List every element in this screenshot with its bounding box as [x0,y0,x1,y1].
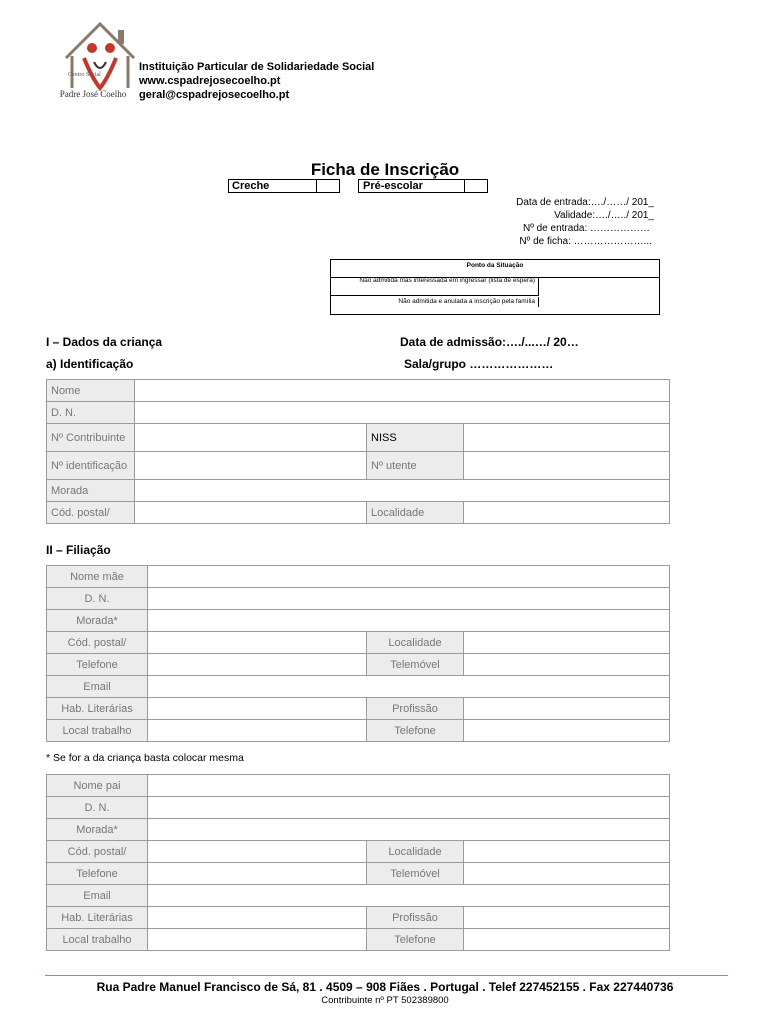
label-identificacao: Nº identificação [47,452,135,480]
label-mae-morada: Morada* [47,610,148,632]
input-morada[interactable] [135,480,670,502]
label-mae-profissao: Profissão [367,698,464,720]
input-pai-telefone-trabalho[interactable] [464,929,670,951]
footer-contribuinte: Contribuinte nº PT 502389800 [321,995,449,1006]
section-1-subtitle: a) Identificação [46,357,134,371]
situacao-title: Ponto da Situação [331,260,659,278]
header-email[interactable]: geral@cspadrejosecoelho.pt [139,89,290,101]
numero-entrada: Nº de entrada: ……………… [522,223,650,234]
input-mae-profissao[interactable] [464,698,670,720]
label-pai-morada: Morada* [47,819,148,841]
label-pai-local-trabalho: Local trabalho [47,929,148,951]
label-mae-nome: Nome mãe [47,566,148,588]
input-mae-telefone-trabalho[interactable] [464,720,670,742]
creche-label: Creche [232,180,270,192]
numero-ficha: Nº de ficha: …………………... [519,236,652,247]
label-mae-localidade: Localidade [367,632,464,654]
header-website[interactable]: www.cspadrejosecoelho.pt [139,75,281,87]
data-entrada: Data de entrada:…./……/ 201_ [516,197,654,208]
label-pai-nome: Nome pai [47,775,148,797]
page-title: Ficha de Inscrição [310,160,460,179]
input-nome[interactable] [135,380,670,402]
label-niss: NISS [367,424,464,452]
input-pai-cod-postal[interactable] [148,841,367,863]
input-dn[interactable] [135,402,670,424]
input-pai-localidade[interactable] [464,841,670,863]
input-contribuinte[interactable] [135,424,367,452]
label-utente: Nº utente [367,452,464,480]
footer-divider [45,975,728,976]
creche-checkbox[interactable] [316,179,340,193]
validade: Validade:…./…../ 201_ [554,210,654,221]
logo-small-text: Centro Social [68,72,101,78]
input-mae-telemovel[interactable] [464,654,670,676]
input-pai-local-trabalho[interactable] [148,929,367,951]
input-mae-local-trabalho[interactable] [148,720,367,742]
section-2-title: II – Filiação [46,543,111,557]
input-niss[interactable] [464,424,670,452]
situacao-row-anulada: Não admitida e anulada a inscrição pela família [331,297,539,307]
label-mae-email: Email [47,676,148,698]
pre-escolar-label: Pré-escolar [363,180,423,192]
input-utente[interactable] [464,452,670,480]
label-pai-telefone: Telefone [47,863,148,885]
input-cod-postal[interactable] [135,502,367,524]
pai-table [46,774,670,951]
situacao-row-espera: Não admitida mas interessada em ingressar (lista de espera) [331,277,539,296]
input-pai-morada[interactable] [148,819,670,841]
label-mae-dn: D. N. [47,588,148,610]
entry-info [516,196,654,248]
label-pai-email: Email [47,885,148,907]
input-mae-email[interactable] [148,676,670,698]
input-mae-localidade[interactable] [464,632,670,654]
input-mae-dn[interactable] [148,588,670,610]
input-pai-nome[interactable] [148,775,670,797]
label-pai-dn: D. N. [47,797,148,819]
label-pai-hab: Hab. Literárias [47,907,148,929]
label-dn: D. N. [47,402,135,424]
pre-escolar-checkbox[interactable] [464,179,488,193]
label-localidade: Localidade [367,502,464,524]
label-pai-cod-postal: Cód. postal/ [47,841,148,863]
input-pai-telemovel[interactable] [464,863,670,885]
label-mae-telefone-trabalho: Telefone [367,720,464,742]
label-pai-telefone-trabalho: Telefone [367,929,464,951]
label-pai-profissao: Profissão [367,907,464,929]
label-cod-postal: Cód. postal/ [47,502,135,524]
input-localidade[interactable] [464,502,670,524]
logo-caption: Padre José Coelho [59,89,127,99]
label-mae-cod-postal: Cód. postal/ [47,632,148,654]
input-mae-hab[interactable] [148,698,367,720]
data-admissao: Data de admissão:…./...…/ 20… [400,335,579,349]
label-pai-telemovel: Telemóvel [367,863,464,885]
input-mae-telefone[interactable] [148,654,367,676]
label-pai-localidade: Localidade [367,841,464,863]
input-pai-dn[interactable] [148,797,670,819]
label-morada: Morada [47,480,135,502]
situacao-box [330,259,660,315]
input-pai-hab[interactable] [148,907,367,929]
label-mae-telemovel: Telemóvel [367,654,464,676]
footer-address: Rua Padre Manuel Francisco de Sá, 81 . 4509 – 908 Fiães . Portugal . Telef 227452155 . Fax 227440736 [96,980,674,994]
input-identificacao[interactable] [135,452,367,480]
input-pai-telefone[interactable] [148,863,367,885]
label-contribuinte: Nº Contribuinte [47,424,135,452]
child-identification-table [46,379,670,524]
input-mae-cod-postal[interactable] [148,632,367,654]
label-mae-local-trabalho: Local trabalho [47,720,148,742]
label-mae-hab: Hab. Literárias [47,698,148,720]
sala-grupo: Sala/grupo ………………… [404,357,554,371]
label-mae-telefone: Telefone [47,654,148,676]
morada-note: * Se for a da criança basta colocar mesma [46,752,244,764]
input-mae-nome[interactable] [148,566,670,588]
header-institution: Instituição Particular de Solidariedade Social [139,61,375,73]
input-pai-email[interactable] [148,885,670,907]
section-1-title: I – Dados da criança [46,335,163,349]
label-nome: Nome [47,380,135,402]
input-pai-profissao[interactable] [464,907,670,929]
mae-table [46,565,670,742]
input-mae-morada[interactable] [148,610,670,632]
